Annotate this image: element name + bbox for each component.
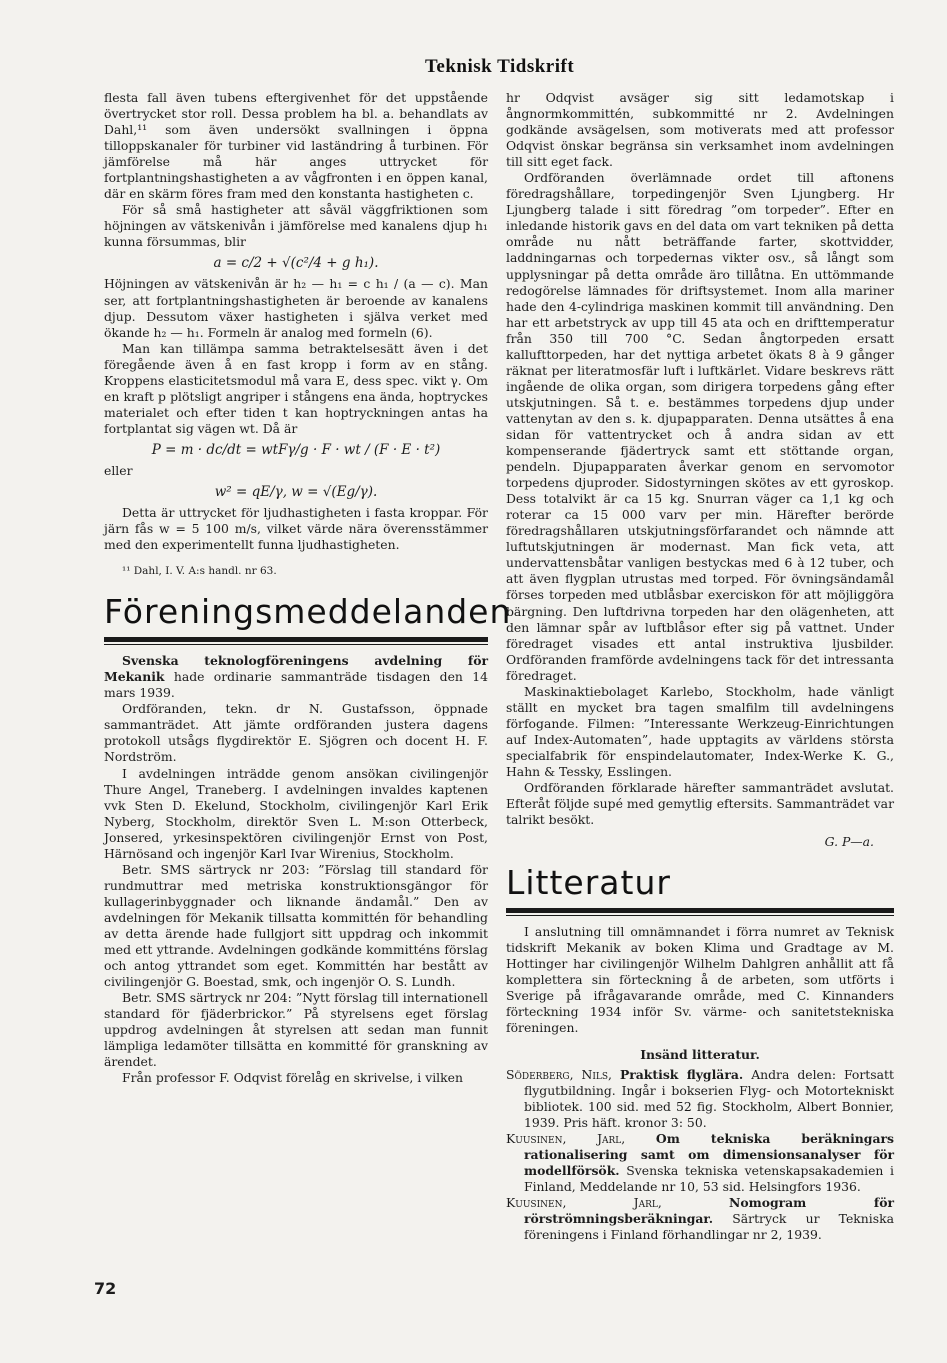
ref-details: Särtryck ur Tekniska föreningens i Finland förhandlingar nr 2, 1939. bbox=[524, 1211, 894, 1243]
reference-item bbox=[506, 1067, 894, 1131]
eller-label: eller bbox=[104, 462, 133, 478]
paragraph: Betr. SMS särtryck nr 204: ”Nytt förslag till internationell standard för fjäderbrickor.” På styrelsens eget förslag uppdrog avdelningen åt styrelsen att sedan man funnit lämpliga ledamöter tillsätta en kommitté för granskning av ärendet. bbox=[104, 990, 488, 1070]
paragraph: hr Odqvist avsäger sig sitt ledamotskap i ångnormkommittén, subkommitté nr 2. Avdelningen godkände avsägelsen, som motiverats med att professor Odqvist önskar begränsa sin verksamhet inom avdelningen till sitt eget fack. bbox=[506, 90, 894, 170]
left-column bbox=[104, 90, 512, 1086]
footnote: ¹¹ Dahl, I. V. A:s handl. nr 63. bbox=[122, 565, 277, 578]
subheading-insand-litteratur: Insänd litteratur. bbox=[640, 1046, 760, 1062]
ref-details: Andra delen: Fortsatt flygutbildning. Ingår i bokserien Flyg- och Motortekniskt bibliotek. 100 sid. med 52 fig. Stockholm, Albert Bonnier, 1939. Pris häft. kronor 3: 50. bbox=[524, 1066, 894, 1130]
ref-author: Kuusinen, Jarl, bbox=[506, 1130, 626, 1146]
paragraph: Ordföranden överlämnade ordet till aftonens föredragshållare, torpedingenjör Sven Ljungberg. Hr Ljungberg talade i sitt föredrag ”om torpeder”. Efter en inledande historik gavs en del data om vart tekniken på detta område nu nått beträffande farter, skottvidder, laddningarnas och torpedernas vikter osv., så långt som upplysningar på detta område äro tillåtna. En uttömmande redogörelse lämnades för driftsystemet. Inom alla mariner hade den 4-cylindriga maskinen kommit till användning. Den har ett arbetstryck av upp till 45 ata och en drifttemperatur från 350 till 700 °C. Sedan ångtorpeden ersatt kallufttorpeden, har det nyttiga arbetet ökats 8 à 9 gånger räknat per literatmosfär luft i luftkärlet. Vidare beskrevs rätt ingående de olika organ, som dirigera torpedens gång efter utskjutningen. Så t. e. bestämmes torpedens djup under vattenytan av den s. k. djupapparaten. Denna utsättes å ena sidan för vattentrycket och å andra sidan av ett kompenserande fjädertryck samt ett stöttande organ, pendeln. Djupapparaten åverkar genom en servomotor torpedens djuproder. Sidostyrningen skötes av ett gyroskop. Dess totalvikt är ca 15 kg. Snurran väger ca 1,1 kg och roterar ca 15 000 varv per min. Härefter berörde föredragshållaren utskjutningsförfarandet och nämnde att luftutskjutningen är modernast. Man fick veta, att undervattensbåtar vanligen bestyckas med 6 à 12 tuber, och att även flygplan utrustas med torped. För övningsändamål förses torpeden med utblåsbar exerciskon för att möjliggöra bärgning. Den luftdrivna torpeden har den olägenheten, att den lämnar spår av luftblåsor efter sig på vattnet. Under föredraget visades ett antal instruktiva ljusbilder. Ordföranden framförde avdelningens tack för det intressanta föredraget. bbox=[506, 170, 894, 683]
ref-author: Söderberg, Nils, bbox=[506, 1066, 612, 1082]
section-lead-bold: Svenska teknologföreningens avdelning för Mekanik bbox=[104, 653, 488, 685]
paragraph: Ordföranden, tekn. dr N. Gustafsson, öppnade sammanträdet. Att jämte ordföranden justera dagens protokoll utsågs flygdirektör E. Sjögren och docent H. F. Nordström. bbox=[104, 701, 488, 765]
reference-item bbox=[506, 1131, 894, 1195]
paragraph: Från professor F. Odqvist förelåg en skrivelse, i vilken bbox=[122, 1070, 463, 1086]
section-rule-thin bbox=[506, 915, 894, 916]
signature: G. P—a. bbox=[824, 834, 874, 850]
formula-wave-speed: a = c/2 + √(c²/4 + g h₁). bbox=[213, 255, 379, 272]
paragraph: Betr. SMS särtryck nr 203: ”Förslag till standard för rundmuttrar med metriska konstruktionsgängor för kullagerinbyggnader och liknande ändamål.” Den av avdelningen för Mekanik tillsatta kommittén för behandling av detta ärende hade fullgjort sitt uppdrag och inkommit med ett yttrande. Avdelningen godkände kommitténs förslag och antog yttrandet som eget. Kommittén har bestått av civilingenjör G. Boestad, smk, och ingenjör O. S. Lundh. bbox=[104, 861, 488, 990]
right-column bbox=[506, 90, 894, 1243]
paragraph: Maskinaktiebolaget Karlebo, Stockholm, hade vänligt ställt en mycket bra tagen smalfilm till avdelningens förfogande. Filmen: ”Interessante Werkzeug-Einrichtungen auf Index-Automaten”, hade upptagits av världens största specialfabrik för enspindelautomater, Index-Werke K. G., Hahn & Tessky, Esslingen. bbox=[506, 683, 894, 779]
formula-force: P = m · dc/dt = wtFγ/g · F · wt / (F · E · t²) bbox=[151, 441, 441, 458]
paragraph: Höjningen av vätskenivån är h₂ — h₁ = c h₁ / (a — c). Man ser, att fortplantningshastigheten är beroende av kanalens djup. Dessutom växer hastigheten i själva verket med ökande h₂ — h₁. Formeln är analog med formeln (6). bbox=[104, 276, 488, 340]
section-lead bbox=[104, 653, 488, 701]
ref-title: Praktisk flyglära. bbox=[619, 1066, 744, 1082]
ref-title: Nomogram för rörströmningsberäkningar. bbox=[524, 1194, 894, 1226]
paragraph: Ordföranden förklarade härefter sammanträdet avslutat. Efteråt följde supé med gemytlig eftersits. Sammanträdet var talrikt besökt. bbox=[506, 780, 894, 828]
section-rule-thin bbox=[104, 644, 488, 645]
ref-details: Svenska tekniska vetenskapsakademien i Finland, Meddelande nr 10, 53 sid. Helsingfors 1936. bbox=[524, 1162, 894, 1194]
paragraph: I avdelningen inträdde genom ansökan civilingenjör Thure Angel, Traneberg. I avdelningen invaldes kaptenen vvk Sten D. Ekelund, Stockholm, civilingenjör Karl Erik Nyberg, Stockholm, direktör Sven L. M:son Otterbeck, Jonsered, yrkesinspektören civilingenjör Ernst von Post, Härnösand och ingenjör Karl Ivar Wirenius, Stockholm. bbox=[104, 765, 488, 861]
reference-item bbox=[506, 1195, 894, 1243]
section-rule bbox=[506, 908, 894, 913]
section-title-litteratur: Litteratur bbox=[506, 863, 671, 903]
ref-author: Kuusinen, Jarl, bbox=[506, 1194, 662, 1210]
paragraph: I anslutning till omnämnandet i förra numret av Teknisk tidskrift Mekanik av boken Klima und Gradtage av M. Hottinger har civilingenjör Wilhelm Dahlgren anhållit att få komplettera sin förteckning å de arbeten, som utförts i Sverige på ifrågavarande område, med C. Kinnanders förteckning 1934 inför Sv. värme- och sanitetstekniska föreningen. bbox=[506, 924, 894, 1036]
formula-sound-speed: w² = qE/γ, w = √(Eg/γ). bbox=[214, 483, 378, 500]
section-lead-rest: hade ordinarie sammanträde tisdagen den 14 mars 1939. bbox=[104, 669, 488, 701]
paragraph: Man kan tillämpa samma betraktelsesätt även i det föregående även å en fast kropp i form av en stång. Kroppens elasticitetsmodul må vara E, dess spec. vikt γ. Om en kraft p plötsligt angriper i stångens ena ända, hoptryckes materialet och efter tiden t kan hoptryckningen antas ha fortplantat sig vägen wt. Då är bbox=[104, 340, 488, 436]
paragraph: För så små hastigheter att såväl väggfriktionen som höjningen av vätskenivån i jämförelse med kanalens djup h₁ kunna försummas, blir bbox=[104, 202, 488, 250]
paragraph: flesta fall även tubens eftergivenhet för det uppstående övertrycket stor roll. Dessa problem ha bl. a. behandlats av Dahl,¹¹ som även undersökt svallningen i öppna tilloppskanaler för turbiner vid laständring å turbinen. För jämförelse må här anges uttrycket för fortplantningshastigheten a av vågfronten i en öppen kanal, där en skärm föres fram med den konstanta hastigheten c. bbox=[104, 90, 488, 202]
page-number: 72 bbox=[94, 1279, 117, 1298]
journal-header: Teknisk Tidskrift bbox=[425, 56, 575, 77]
paragraph: Detta är uttrycket för ljudhastigheten i fasta kroppar. För järn fås w = 5 100 m/s, vilket värde nära överensstämmer med den experimentellt funna ljudhastigheten. bbox=[104, 504, 488, 553]
ref-title: Om tekniska beräkningars rationalisering samt om dimensionsanalyser för modellförsök. bbox=[524, 1130, 894, 1178]
section-title-foreningsmeddelanden: Föreningsmeddelanden bbox=[104, 592, 512, 632]
section-rule bbox=[104, 637, 488, 642]
